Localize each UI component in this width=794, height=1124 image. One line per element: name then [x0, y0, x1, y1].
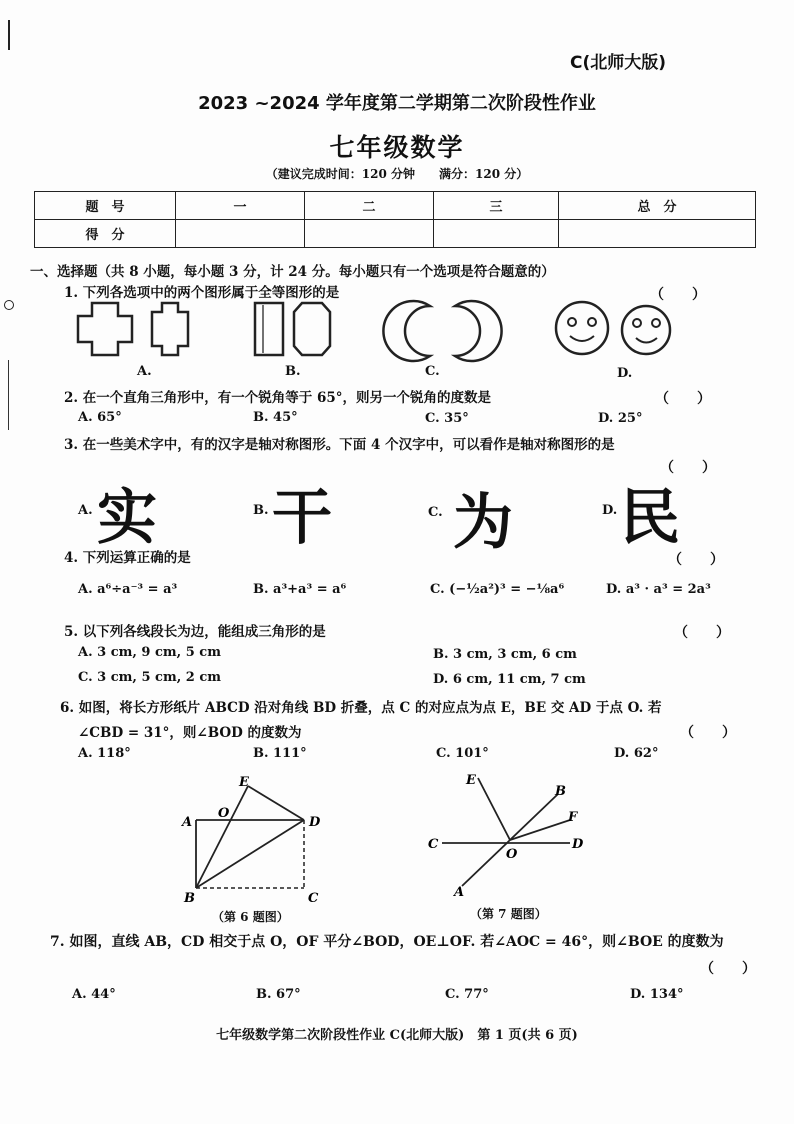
q4-option-d[interactable]: D. a³ · a³ = 2a³ — [606, 582, 711, 597]
fig6-label-e: E — [239, 775, 249, 790]
score-table — [34, 191, 756, 248]
q3-char-a: 实 — [97, 483, 157, 553]
exam-subtitle: （建议完成时间：120 分钟 满分：120 分） — [265, 167, 529, 181]
q3-text: 3. 在一些美术字中，有的汉字是轴对称图形。下面 4 个汉字中，可以看作是轴对称图形的是 — [64, 437, 615, 453]
q2-text: 2. 在一个直角三角形中，有一个锐角等于 65°，则另一个锐角的度数是 — [64, 390, 492, 406]
q1-text: 1. 下列各选项中的两个图形属于全等图形的是 — [64, 285, 340, 301]
q7-option-d[interactable]: D. 134° — [630, 987, 684, 1002]
q6-text-line1: 6. 如图，将长方形纸片 ABCD 沿对角线 BD 折叠，点 C 的对应点为点 E，BE 交 AD 于点 O. 若 — [60, 700, 662, 716]
q1-b-rect — [255, 303, 283, 355]
fig6-label-a: A — [182, 815, 193, 830]
fig7-label-e: E — [466, 773, 476, 788]
q1-answer-paren[interactable]: （ ） — [650, 287, 706, 303]
q4-option-b[interactable]: B. a³+a³ = a⁶ — [253, 582, 347, 597]
q1-option-c[interactable]: C. — [425, 364, 440, 379]
q5-option-c[interactable]: C. 3 cm, 5 cm, 2 cm — [78, 670, 221, 685]
q2-option-d[interactable]: D. 25° — [598, 411, 643, 426]
q5-text: 5. 以下列各线段长为边，能组成三角形的是 — [64, 624, 326, 640]
q4-option-c[interactable]: C. (−½a²)³ = −⅛a⁶ — [430, 582, 565, 597]
q1-c-crescent-2 — [455, 301, 502, 361]
q3-char-d: 民 — [620, 483, 680, 553]
score-table-header-row — [35, 192, 756, 220]
score-table-cell: 总 分 — [559, 192, 756, 220]
subject-title: 七年级数学 — [329, 133, 465, 162]
q5-option-a[interactable]: A. 3 cm, 9 cm, 5 cm — [78, 645, 221, 660]
q6-option-a[interactable]: A. 118° — [78, 746, 131, 761]
fig7-label-c: C — [428, 837, 439, 852]
q2-option-a[interactable]: A. 65° — [78, 410, 122, 425]
q1-option-a[interactable]: A. — [137, 364, 152, 379]
q4-option-a[interactable]: A. a⁶÷a⁻³ = a³ — [78, 582, 178, 597]
q1-option-d[interactable]: D. — [617, 366, 633, 381]
binding-mark-top — [8, 20, 10, 50]
q3-char-b: 干 — [272, 483, 332, 553]
score-input-3[interactable] — [434, 220, 559, 248]
fig7-label-a: A — [454, 885, 465, 900]
figure-6 — [170, 770, 340, 910]
q1-d-face-2 — [622, 306, 670, 354]
fig7-label-o: O — [506, 847, 518, 862]
q3-option-d[interactable]: D. — [602, 503, 618, 518]
q6-text-line2: ∠CBD = 31°，则∠BOD 的度数为 — [78, 725, 302, 741]
score-table-cell: 一 — [176, 192, 305, 220]
q6-answer-paren[interactable]: （ ） — [680, 725, 736, 741]
score-table-cell: 题 号 — [35, 192, 176, 220]
fig7-label-d: D — [572, 837, 584, 852]
binding-mark-mid — [4, 300, 14, 310]
q6-option-d[interactable]: D. 62° — [614, 746, 659, 761]
score-table-cell: 二 — [305, 192, 434, 220]
q3-option-b[interactable]: B. — [253, 503, 269, 518]
q6-option-b[interactable]: B. 111° — [253, 746, 307, 761]
fig6-label-c: C — [308, 891, 319, 906]
q1-b-octagon — [294, 303, 330, 355]
score-table-cell: 三 — [434, 192, 559, 220]
score-input-total[interactable] — [559, 220, 756, 248]
figure-7 — [420, 768, 600, 908]
q5-answer-paren[interactable]: （ ） — [674, 625, 730, 641]
page-footer: 七年级数学第二次阶段性作业 C(北师大版) 第 1 页(共 6 页) — [216, 1028, 578, 1043]
q5-option-d[interactable]: D. 6 cm, 11 cm, 7 cm — [433, 672, 586, 687]
q7-option-c[interactable]: C. 77° — [445, 987, 489, 1002]
score-table-cell: 得 分 — [35, 220, 176, 248]
fig7-caption: （第 7 题图） — [470, 907, 547, 921]
q1-c-crescent-1 — [383, 301, 430, 361]
q6-option-c[interactable]: C. 101° — [436, 746, 489, 761]
q2-answer-paren[interactable]: （ ） — [655, 391, 711, 407]
q4-text: 4. 下列运算正确的是 — [64, 550, 191, 566]
fig6-caption: （第 6 题图） — [212, 910, 289, 924]
q7-text: 7. 如图，直线 AB，CD 相交于点 O，OF 平分∠BOD，OE⊥OF. 若∠AOC = 46°，则∠BOE 的度数为 — [50, 934, 724, 950]
q1-d-face-1 — [556, 302, 608, 354]
q3-answer-paren[interactable]: （ ） — [660, 460, 716, 476]
fig6-label-d: D — [309, 815, 321, 830]
q2-option-c[interactable]: C. 35° — [425, 411, 469, 426]
fig6-label-b: B — [184, 891, 195, 906]
score-input-1[interactable] — [176, 220, 305, 248]
q3-option-a[interactable]: A. — [78, 503, 93, 518]
q7-option-b[interactable]: B. 67° — [256, 987, 301, 1002]
fig6-label-o: O — [218, 806, 230, 821]
q7-option-a[interactable]: A. 44° — [72, 987, 116, 1002]
edition-label: C(北师大版) — [570, 53, 667, 73]
q2-option-b[interactable]: B. 45° — [253, 410, 298, 425]
fig7-label-f: F — [568, 810, 578, 825]
section-heading: 一、选择题（共 8 小题，每小题 3 分，计 24 分。每小题只有一个选项是符合题意的） — [30, 264, 555, 280]
q3-option-c[interactable]: C. — [428, 505, 443, 520]
q4-answer-paren[interactable]: （ ） — [668, 552, 724, 568]
score-table-score-row — [35, 220, 756, 248]
q1-a-shape-2 — [152, 303, 188, 355]
fig7-label-b: B — [555, 784, 566, 799]
exam-title: 2023 ~2024 学年度第二学期第二次阶段性作业 — [198, 93, 596, 114]
binding-line — [8, 360, 9, 430]
score-input-2[interactable] — [305, 220, 434, 248]
q5-option-b[interactable]: B. 3 cm, 3 cm, 6 cm — [433, 647, 577, 662]
q7-answer-paren[interactable]: （ ） — [700, 961, 756, 977]
q1-a-shape-1 — [78, 303, 132, 355]
q1-figures — [70, 298, 750, 368]
q1-option-b[interactable]: B. — [285, 364, 301, 379]
q3-char-c: 为 — [453, 488, 513, 558]
